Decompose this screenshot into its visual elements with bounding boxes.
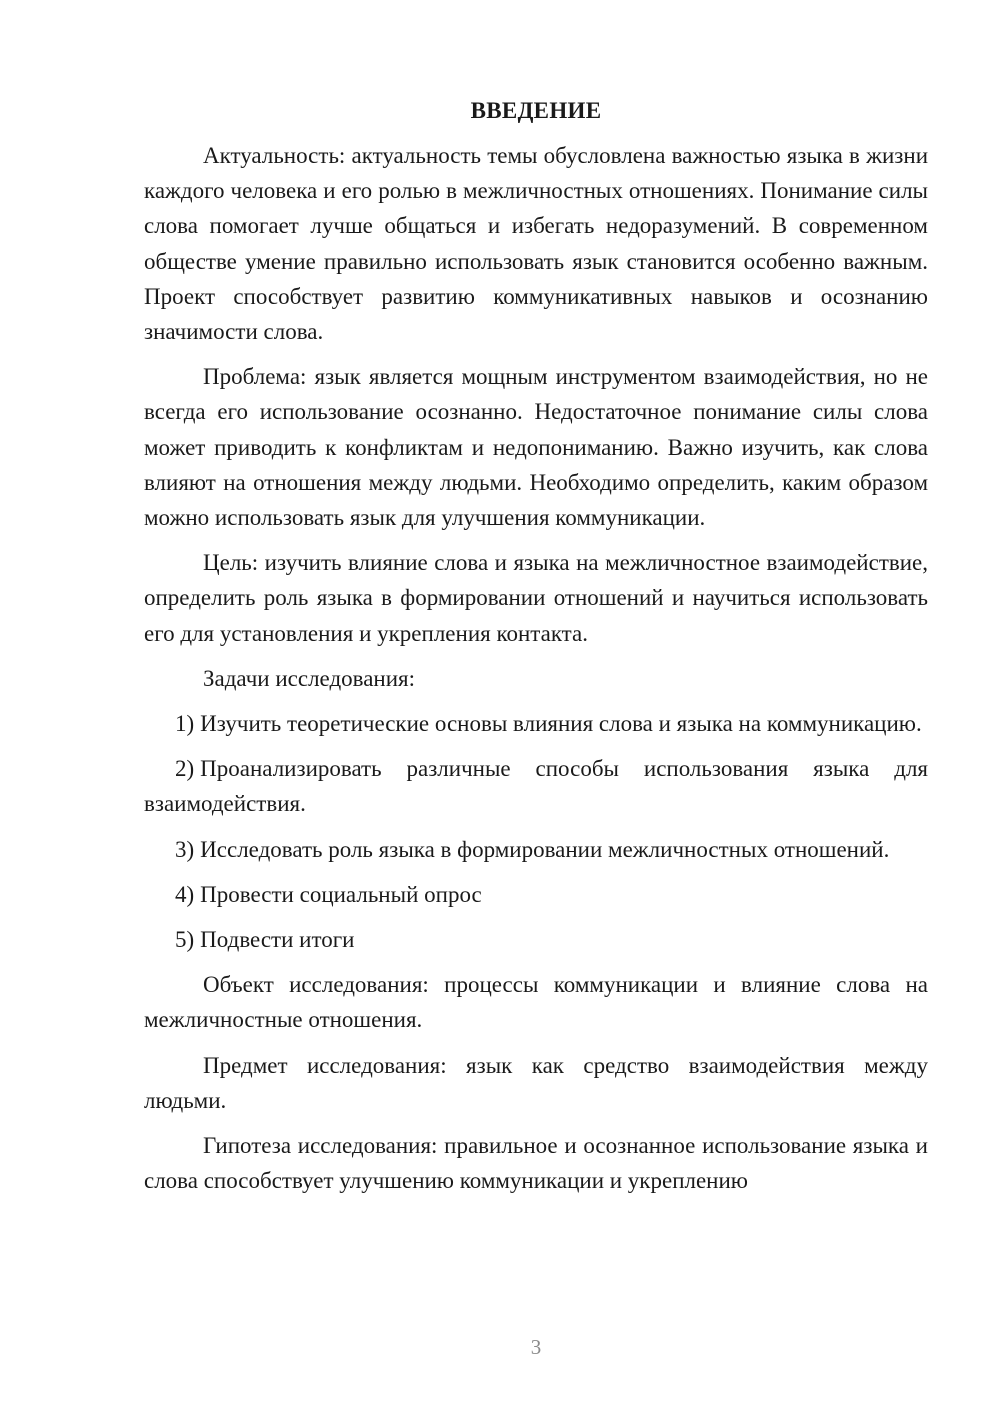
task-text: Изучить теоретические основы влияния слова и языка на коммуникацию.	[200, 711, 922, 737]
task-text: Исследовать роль языка в формировании межличностных отношений.	[200, 836, 890, 862]
task-item	[144, 751, 928, 821]
paragraph-object: Объект исследования: процессы коммуникации и влияние слова на межличностные отношения.	[144, 972, 928, 1033]
task-item	[144, 832, 928, 867]
document-body	[144, 96, 928, 1208]
task-item	[144, 706, 928, 741]
task-number: 5)	[175, 927, 195, 953]
paragraph-hypothesis: Гипотеза исследования: правильное и осознанное использование языка и слова способствует улучшению коммуникации и укреплению	[144, 1133, 928, 1194]
paragraph-subject: Предмет исследования: язык как средство взаимодействия между людьми.	[144, 1052, 928, 1113]
task-text: Подвести итоги	[200, 927, 355, 953]
task-number: 4)	[175, 881, 195, 907]
tasks-heading: Задачи исследования:	[203, 665, 416, 691]
paragraph-goal: Цель: изучить влияние слова и языка на межличностное взаимодействие, определить роль языка в формировании отношений и научиться использовать его для установления и укрепления контакта.	[144, 550, 928, 646]
task-item	[144, 877, 928, 912]
task-item	[144, 922, 928, 957]
page-number: 3	[530, 1335, 542, 1359]
paragraph-relevance: Актуальность: актуальность темы обусловлена важностью языка в жизни каждого человека и его ролью в межличностных отношениях. Понимание силы слова помогает лучше общаться и избегать недоразумений. В современном обществе умение правильно использовать язык становится особенно важным. Проект способствует развитию коммуникативных навыков и осознанию значимости слова.	[144, 143, 928, 345]
task-text: Проанализировать различные способы использования языка для взаимодействия.	[144, 756, 928, 817]
task-number: 3)	[175, 836, 195, 862]
section-title: ВВЕДЕНИЕ	[470, 98, 602, 123]
task-text: Провести социальный опрос	[200, 881, 482, 907]
paragraph-problem: Проблема: язык является мощным инструментом взаимодействия, но не всегда его использование осознанно. Недостаточное понимание силы слова может приводить к конфликтам и недопониманию. Важно изучить, как слова влияют на отношения между людьми. Необходимо определить, каким образом можно использовать язык для улучшения коммуникации.	[144, 364, 928, 531]
task-number: 2)	[175, 756, 195, 782]
task-number: 1)	[175, 711, 195, 737]
